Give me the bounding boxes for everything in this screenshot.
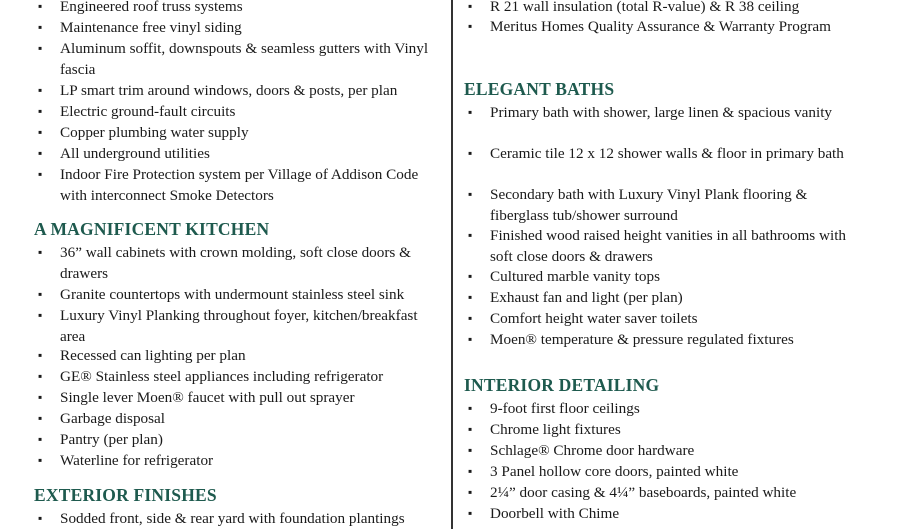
list-item: ▪ Meritus Homes Quality Assurance & Warranty Program bbox=[464, 16, 831, 37]
list-item: ▪ Sodded front, side & rear yard with foundation plantings bbox=[34, 508, 405, 529]
section-heading-kitchen: A MAGNIFICENT KITCHEN bbox=[34, 219, 270, 239]
list-item: ▪ Electric ground-fault circuits bbox=[34, 101, 235, 122]
list-item: ▪ 36” wall cabinets with crown molding, soft close doors & drawers bbox=[34, 242, 442, 284]
list-item: ▪ Moen® temperature & pressure regulated fixtures bbox=[464, 329, 794, 350]
list-item: ▪ Primary bath with shower, large linen & spacious vanity bbox=[464, 102, 832, 123]
list-item: ▪ Garbage disposal bbox=[34, 408, 165, 429]
list-item: ▪ 3 Panel hollow core doors, painted white bbox=[464, 461, 738, 482]
list-item: ▪ Waterline for refrigerator bbox=[34, 450, 213, 471]
list-item: ▪ Indoor Fire Protection system per Village of Addison Code with interconnect Smoke Detectors bbox=[34, 164, 442, 206]
column-divider bbox=[451, 0, 453, 529]
list-item: ▪ Aluminum soffit, downspouts & seamless gutters with Vinyl fascia bbox=[34, 38, 442, 80]
section-heading-interior: INTERIOR DETAILING bbox=[464, 375, 660, 395]
list-item: ▪ All underground utilities bbox=[34, 143, 210, 164]
list-item: ▪ R 21 wall insulation (total R-value) & R 38 ceiling bbox=[464, 0, 799, 17]
list-item: ▪ Maintenance free vinyl siding bbox=[34, 17, 242, 38]
list-item: ▪ Exhaust fan and light (per plan) bbox=[464, 287, 683, 308]
list-item: ▪ Cultured marble vanity tops bbox=[464, 266, 660, 287]
list-item: ▪ Recessed can lighting per plan bbox=[34, 345, 246, 366]
list-item: ▪ Engineered roof truss systems bbox=[34, 0, 243, 17]
list-item: ▪ 2¼” door casing & 4¼” baseboards, painted white bbox=[464, 482, 796, 503]
list-item: ▪ Finished wood raised height vanities in all bathrooms with soft close doors & drawers bbox=[464, 225, 864, 267]
list-item: ▪ LP smart trim around windows, doors & posts, per plan bbox=[34, 80, 397, 101]
section-heading-exterior: EXTERIOR FINISHES bbox=[34, 485, 217, 505]
list-item: ▪ Comfort height water saver toilets bbox=[464, 308, 698, 329]
list-item: ▪ Single lever Moen® faucet with pull out sprayer bbox=[34, 387, 355, 408]
list-item: ▪ Luxury Vinyl Planking throughout foyer, kitchen/breakfast area bbox=[34, 305, 442, 347]
list-item: ▪ Chrome light fixtures bbox=[464, 419, 621, 440]
list-item: ▪ Copper plumbing water supply bbox=[34, 122, 249, 143]
section-heading-baths: ELEGANT BATHS bbox=[464, 79, 615, 99]
list-item: ▪ Schlage® Chrome door hardware bbox=[464, 440, 694, 461]
list-item: ▪ Granite countertops with undermount stainless steel sink bbox=[34, 284, 404, 305]
list-item: ▪ 9-foot first floor ceilings bbox=[464, 398, 640, 419]
list-item: ▪ Doorbell with Chime bbox=[464, 503, 619, 524]
list-item: ▪ Secondary bath with Luxury Vinyl Plank flooring & fiberglass tub/shower surround bbox=[464, 184, 864, 226]
list-item: ▪ Ceramic tile 12 x 12 shower walls & floor in primary bath bbox=[464, 143, 844, 164]
list-item: ▪ GE® Stainless steel appliances including refrigerator bbox=[34, 366, 383, 387]
list-item: ▪ Pantry (per plan) bbox=[34, 429, 163, 450]
